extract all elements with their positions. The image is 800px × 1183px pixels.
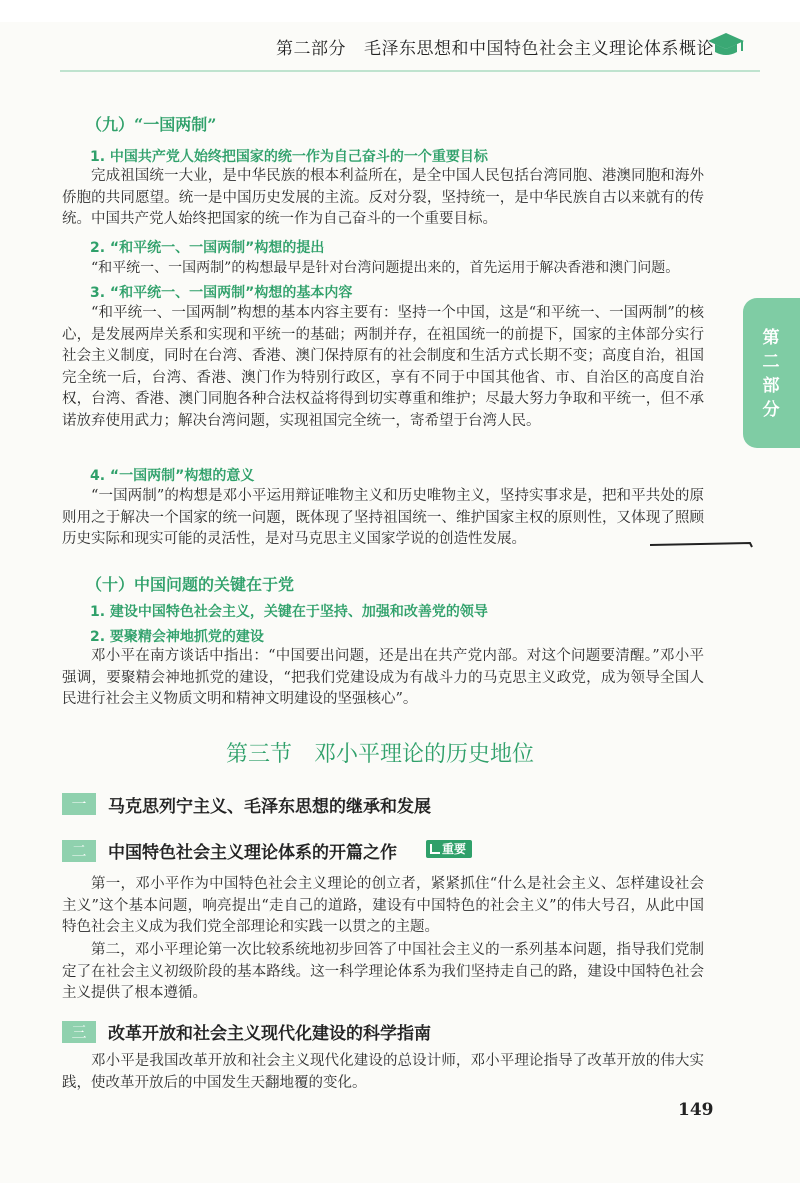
subheading-9-1: 1. 中国共产党人始终把国家的统一作为自己奋斗的一个重要目标	[90, 149, 488, 165]
item-number-1: 一	[62, 793, 96, 815]
paragraph-9-2: “和平统一、一国两制”的构想最早是针对台湾问题提出来的，首先运用于解决香港和澳门问题。	[91, 260, 680, 276]
subheading-10-1: 1. 建设中国特色社会主义，关键在于坚持、加强和改善党的领导	[90, 604, 488, 620]
paragraph-10-2: 邓小平在南方谈话中指出：“中国要出问题，还是出在共产党内部。对这个问题要清醒。”邓小平强调，要聚精会神地抓党的建设，“把我们党建设成为有战斗力的马克思主义政党，成为领导全国人民进行社会主义物质文明和精神文明建设的坚强核心”。	[62, 648, 704, 707]
paragraph-item2-2: 第二，邓小平理论第一次比较系统地初步回答了中国社会主义的一系列基本问题，指导我们党制定了在社会主义初级阶段的基本路线。这一科学理论体系为我们坚持走自己的路，建设中国特色社会主义提供了根本遵循。	[62, 942, 704, 1001]
section-3-title: 第三节 邓小平理论的历史地位	[226, 742, 535, 767]
running-header	[276, 34, 714, 59]
subheading-10-2: 2. 要聚精会神地抓党的建设	[90, 629, 264, 645]
paragraph-9-4: “一国两制”的构想是邓小平运用辩证唯物主义和历史唯物主义，坚持实事求是，把和平共处的原则用之于解决一个国家的统一问题，既体现了坚持祖国统一、维护国家主权的原则性，又体现了照顾历史实际和现实可能的灵活性，是对马克思主义国家学说的创造性发展。	[62, 488, 704, 547]
header-title: 毛泽东思想和中国特色社会主义理论体系概论	[364, 39, 714, 59]
section-heading-10: （十）中国问题的关键在于党	[86, 575, 295, 594]
top-edge	[0, 0, 800, 22]
paragraph-9-1: 完成祖国统一大业，是中华民族的根本利益所在，是全中国人民包括台湾同胞、港澳同胞和海外侨胞的共同愿望。统一是中国历史发展的主流。反对分裂，坚持统一，是中华民族自古以来就有的传统。中国共产党人始终把国家的统一作为自己奋斗的一个重要目标。	[62, 168, 704, 227]
item-number-2: 二	[62, 840, 96, 862]
header-divider	[60, 70, 760, 72]
item-title-1: 马克思列宁主义、毛泽东思想的继承和发展	[108, 797, 431, 817]
important-badge: 重要	[426, 840, 472, 858]
item-number-3: 三	[62, 1021, 96, 1043]
subheading-9-2: 2. “和平统一、一国两制”构想的提出	[90, 240, 325, 256]
subheading-9-3: 3. “和平统一、一国两制”构想的基本内容	[90, 285, 353, 301]
item-title-3: 改革开放和社会主义现代化建设的科学指南	[108, 1024, 431, 1044]
header-part: 第二部分	[276, 39, 346, 59]
side-tab-label: 第二部分	[762, 328, 780, 420]
part-side-tab	[743, 298, 800, 448]
paragraph-item3-1: 邓小平是我国改革开放和社会主义现代化建设的总设计师，邓小平理论指导了改革开放的伟大实践，使改革开放后的中国发生天翻地覆的变化。	[62, 1053, 704, 1091]
graduation-cap-icon	[706, 30, 746, 60]
section-heading-9: （九）“一国两制”	[86, 115, 217, 134]
paragraph-9-3: “和平统一、一国两制”构想的基本内容主要有：坚持一个中国，这是“和平统一、一国两制”的核心，是发展两岸关系和实现和平统一的基础；两制并存，在祖国统一的前提下，国家的主体部分实行社会主义制度，同时在台湾、香港、澳门保持原有的社会制度和生活方式长期不变；高度自治，祖国完全统一后，台湾、香港、澳门作为特别行政区，享有不同于中国其他省、市、自治区的高度自治权，台湾、香港、澳门同胞各种合法权益将得到切实尊重和维护；尽最大努力争取和平统一，但不承诺放弃使用武力；解决台湾问题，实现祖国完全统一，寄希望于台湾人民。	[62, 305, 704, 429]
item-title-2: 中国特色社会主义理论体系的开篇之作	[108, 843, 397, 863]
subheading-9-4: 4. “一国两制”构想的意义	[90, 468, 255, 484]
handwritten-underline	[650, 540, 754, 548]
paragraph-item2-1: 第一，邓小平作为中国特色社会主义理论的创立者，紧紧抓住“什么是社会主义、怎样建设社会主义”这个基本问题，响亮提出“走自己的道路，建设有中国特色的社会主义”的伟大号召，从此中国特色社会主义成为我们党全部理论和实践一以贯之的主题。	[62, 876, 704, 935]
page-number: 149	[678, 1100, 714, 1120]
